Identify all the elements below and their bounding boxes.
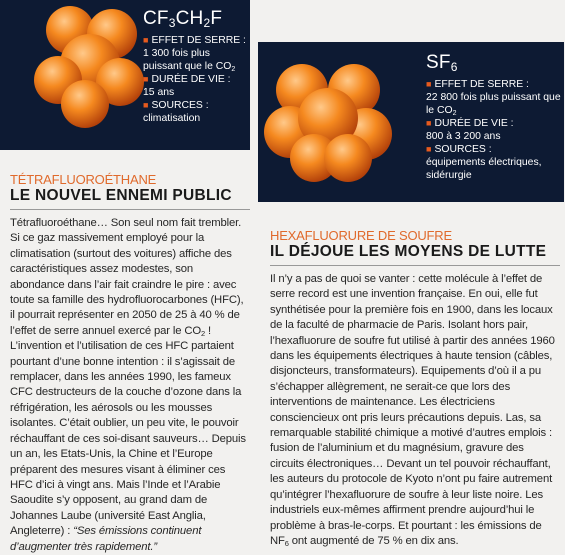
info-card-sulfur-hexafluoride <box>258 42 564 202</box>
molecule-info <box>143 8 248 125</box>
greenhouse-effect-row: ■ EFFET DE SERRE : 1 300 fois plus puissant que le $CO_2$ <box>143 35 246 73</box>
article-kicker: TÉTRAFLUOROÉTHANE <box>10 172 157 187</box>
article-sulfur-hexafluoride <box>270 229 560 549</box>
molecule-info <box>426 52 561 182</box>
bullet-square-icon: ■ <box>426 79 432 89</box>
molecule-illustration <box>264 54 392 182</box>
info-card-tetrafluoroethane <box>0 0 250 150</box>
article-headline: IL DÉJOUE LES MOYENS DE LUTTE <box>270 243 547 260</box>
bullet-square-icon: ■ <box>143 100 149 110</box>
article-tetrafluoroethane <box>10 173 250 555</box>
lifetime-row: ■ DURÉE DE VIE : 800 à 3 200 ans <box>426 118 514 142</box>
lifetime-row: ■ DURÉE DE VIE : 15 ans <box>143 74 231 98</box>
sources-row: ■ SOURCES : équipements électriques, sidérurgie <box>426 144 542 181</box>
bullet-square-icon: ■ <box>426 144 432 154</box>
article-headline: LE NOUVEL ENNEMI PUBLIC <box>10 187 232 204</box>
formula: $CF_3CH_2F$ <box>143 8 223 30</box>
bullet-square-icon: ■ <box>426 118 432 128</box>
molecule-illustration <box>30 2 148 130</box>
article-body: Tétrafluoroéthane… Son seul nom fait trembler. Si ce gaz massivement employé pour la climatisation (surtout des voitures) affiche des caractéristiques assez modestes, son abondance dans l’air fait craindre le pire : avec toute sa famille des hydrofluorocarbones (HFC), il pourrait représenter en 2050 de 25 à 40 % de l’effet de serre annuel exercé par le $CO_2$ ! L’invention et l’utilisation de ces HFC partaient pourtant d’une bonne intention : il s’agissait de remplacer, dans les années 1990, les fameux CFC destructeurs de la couche d’ozone dans la réfrigération, les aérosols ou les mousses isolantes. C’était oublier, un peu vite, le pouvoir réchauffant de ces soi-disant sauveurs… Depuis un an, les Etats-Unis, la Chine et l’Europe préparent des mesures visant à éliminer ces HFC d’ici à vingt ans. Mais l’Inde et l’Arabie Saoudite s’y opposent, au grand dam de Johannes Laube (université East Anglia, Angleterre) : “Ses émissions continuent d’augmenter très rapidement.” <box>10 217 246 553</box>
formula: $SF_6$ <box>426 52 458 74</box>
article-quote: “Ses émissions continuent d’augmenter très rapidement.” <box>10 525 202 553</box>
bullet-square-icon: ■ <box>143 35 149 45</box>
article-kicker: HEXAFLUORURE DE SOUFRE <box>270 228 452 243</box>
divider <box>10 209 250 210</box>
article-body: Il n’y a pas de quoi se vanter : cette molécule à l’effet de serre record est une invention française. En oui, elle fut synthétisée pour la première fois en 1900, dans les locaux de la faculté de pharmacie de Paris. Isolant hors pair, l’hexafluorure de soufre fut utilisé à partir des années 1960 dans les équipements électriques à haute tension (câbles, disjoncteurs, transformateurs). Equipements d’où il a pu s’échapper allègrement, ne serait-ce que lors des interventions de maintenance. Les électriciens consciencieux ont pris leurs précautions depuis. Las, sa remarquable stabilité chimique a motivé d’autres emplois : fusion de l’aluminium et du magnésium, gravure des circuits électroniques… Devant un tel pouvoir réchauffant, les auteurs du protocole de Kyoto n’ont pu faire autrement qu’intégrer l’hexafluorure de soufre à leur liste noire. Les industriels eux-mêmes affirment prendre aujourd’hui le problème à bras-le-corps. Et pourtant : les émissions de $NF_6$ ont augmenté de 75 % en dix ans. <box>270 273 555 548</box>
greenhouse-effect-row: ■ EFFET DE SERRE : 22 800 fois plus puissant que le $CO_2$ <box>426 79 561 117</box>
divider <box>270 265 560 266</box>
sources-row: ■ SOURCES : climatisation <box>143 100 209 124</box>
bullet-square-icon: ■ <box>143 74 149 84</box>
